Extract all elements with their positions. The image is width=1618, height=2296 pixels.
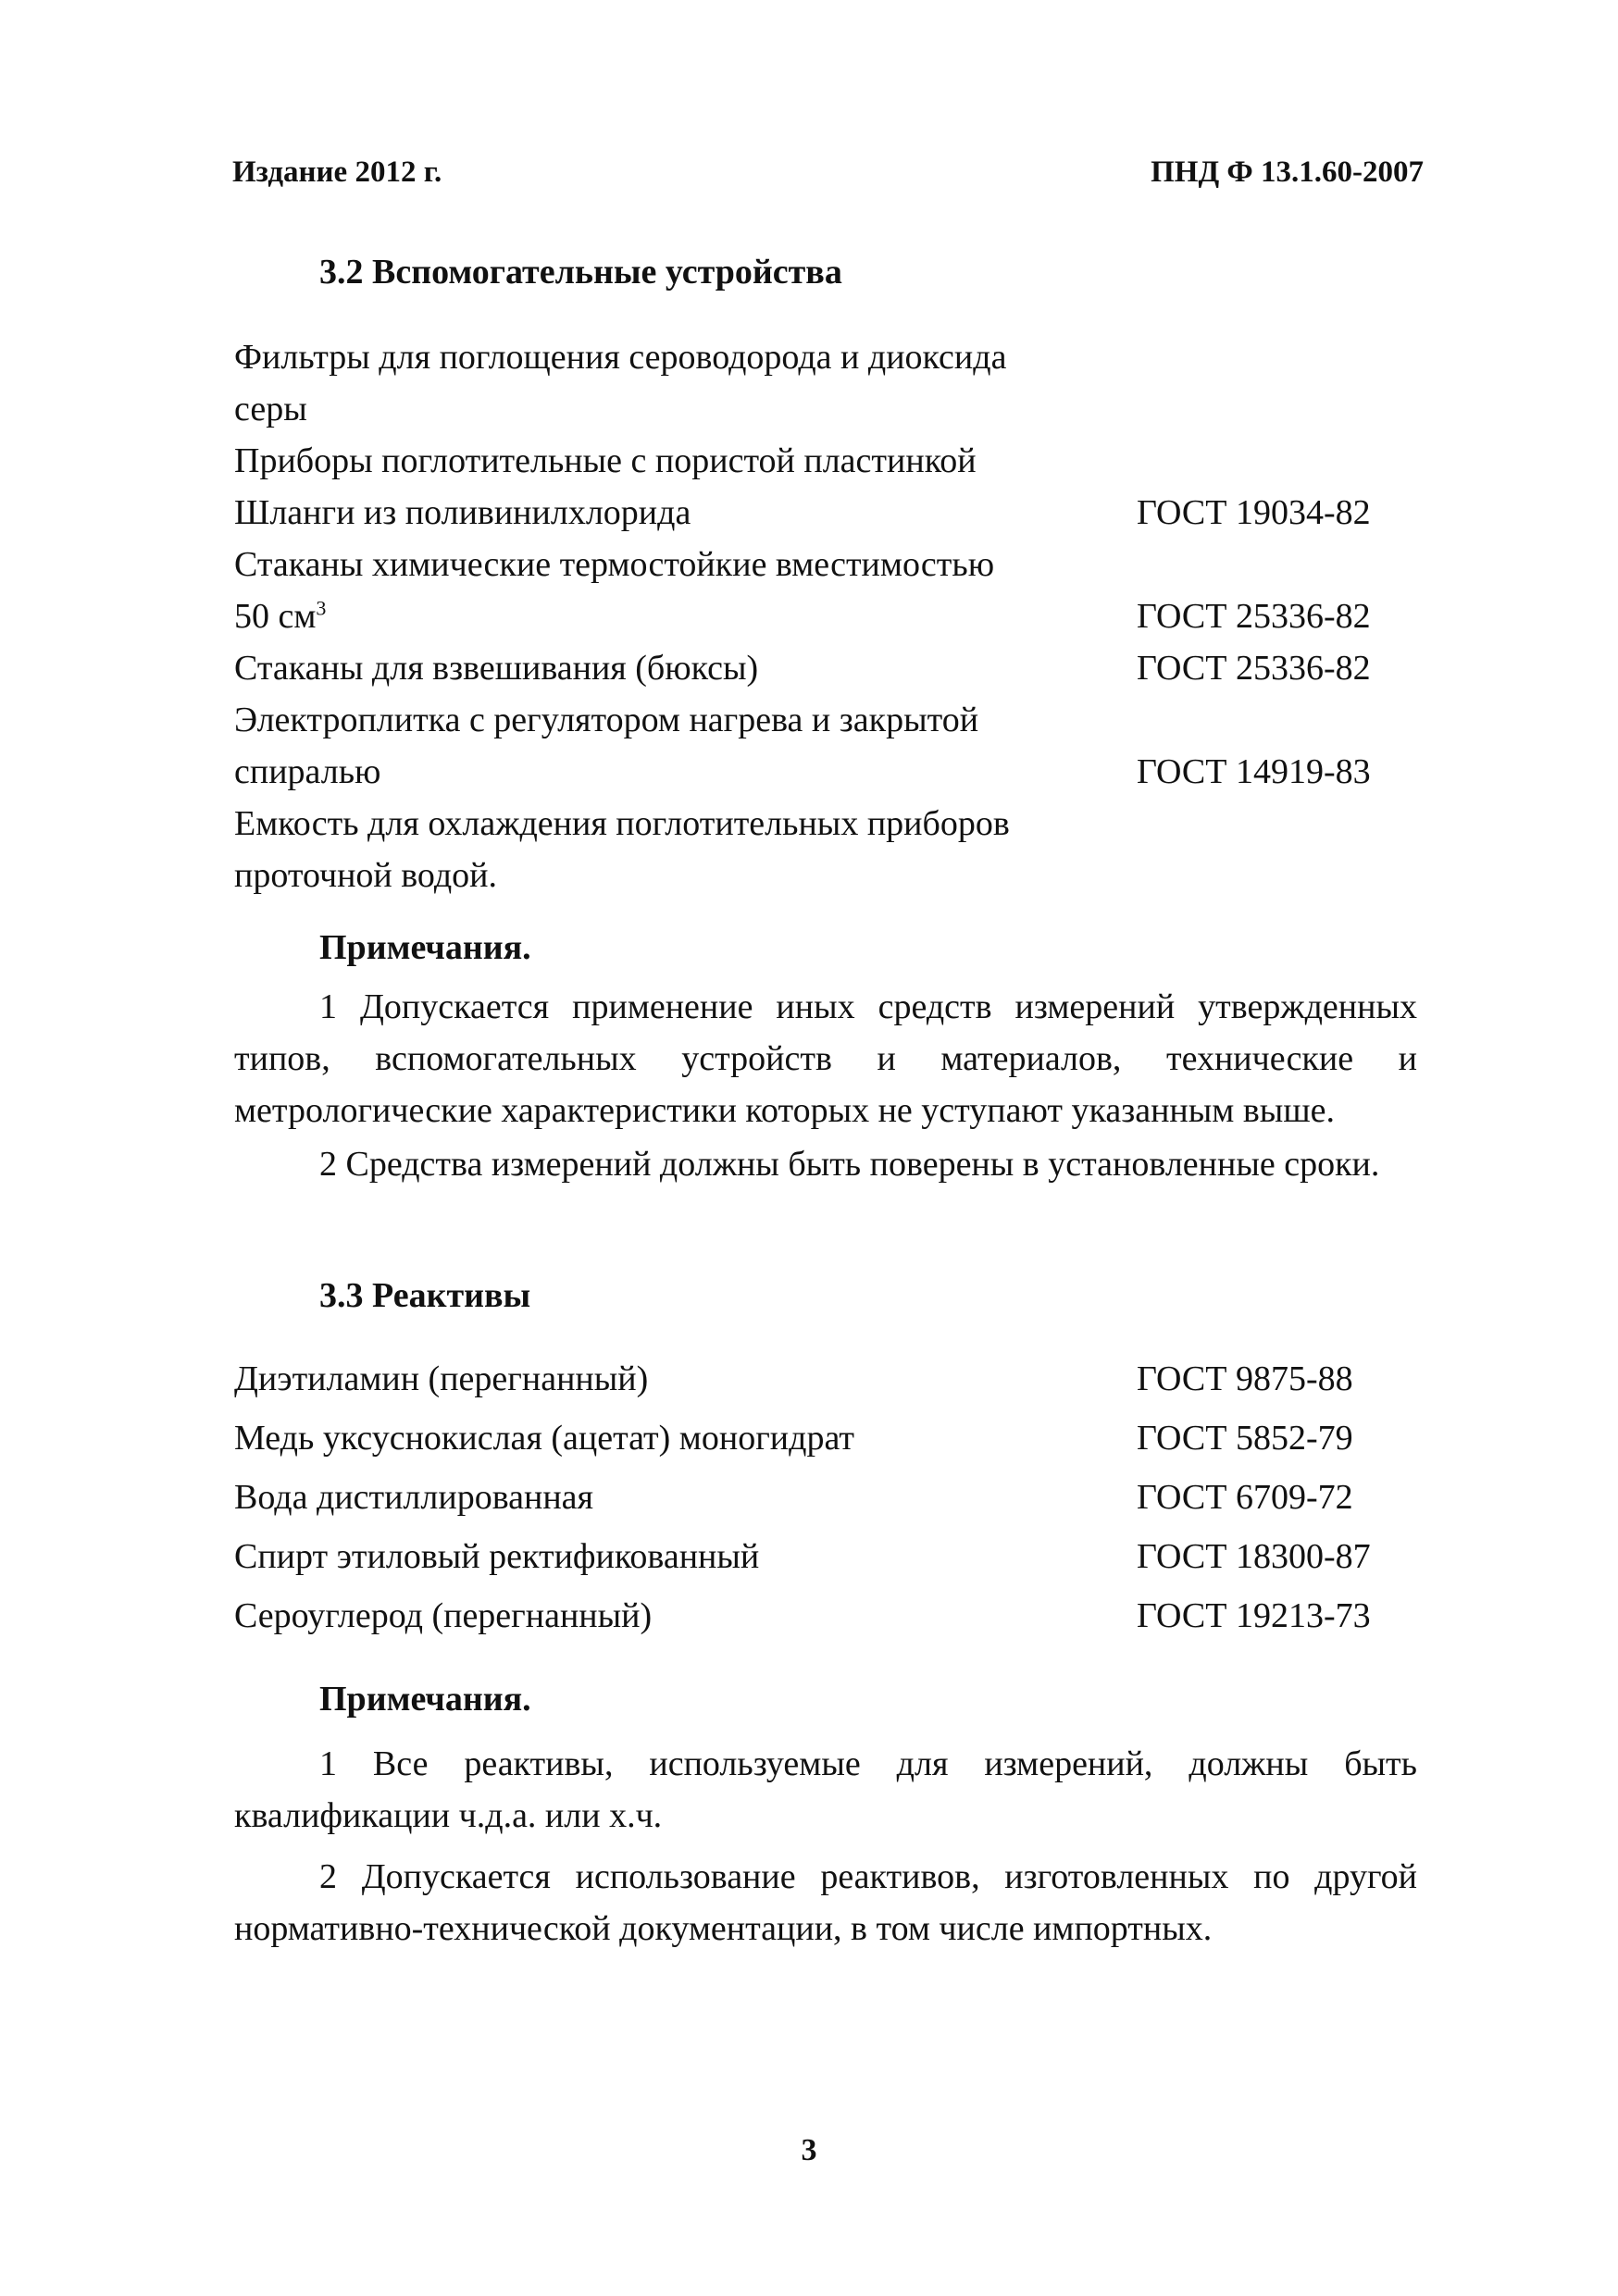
reagent-standard: ГОСТ 9875-88	[1137, 1359, 1353, 1398]
reagent-standard: ГОСТ 5852-79	[1137, 1419, 1353, 1458]
notes-title: Примечания.	[319, 1680, 531, 1719]
document-code: ПНД Ф 13.1.60-2007	[1151, 155, 1424, 189]
device-item-line: Фильтры для поглощения сероводорода и диоксида	[234, 338, 1007, 377]
note-paragraph: 2 Допускается использование реактивов, изготовленных по другой нормативно-технической документации, в том числе импортных.	[234, 1857, 1417, 1948]
reagent-name: Медь уксуснокислая (ацетат) моногидрат	[234, 1419, 854, 1458]
device-item-line: Стаканы химические термостойкие вместимостью	[234, 545, 995, 584]
reagent-standard: ГОСТ 19213-73	[1137, 1596, 1371, 1635]
device-item-line: Электроплитка с регулятором нагрева и закрытой	[234, 701, 979, 739]
reagent-name: Диэтиламин (перегнанный)	[234, 1359, 649, 1398]
device-item-line: Емкость для охлаждения поглотительных приборов	[234, 804, 1010, 843]
notes-title: Примечания.	[319, 928, 531, 967]
device-item-line: спиралью	[234, 752, 381, 791]
reagent-name: Сероуглерод (перегнанный)	[234, 1596, 653, 1635]
superscript-exponent: 3	[316, 596, 327, 620]
section-title-auxiliary-devices: 3.2 Вспомогательные устройства	[319, 253, 842, 292]
device-item-standard: ГОСТ 14919-83	[1137, 752, 1371, 791]
section-title-reagents: 3.3 Реактивы	[319, 1276, 531, 1315]
page-number: 3	[801, 2133, 817, 2167]
device-item-line: Шланги из поливинилхлорида	[234, 493, 691, 532]
device-item-standard: ГОСТ 25336-82	[1137, 649, 1371, 688]
note-paragraph: 1 Все реактивы, используемые для измерений, должны быть квалификации ч.д.а. или х.ч.	[234, 1744, 1417, 1835]
device-item-line: проточной водой.	[234, 856, 497, 895]
reagent-name: Вода дистиллированная	[234, 1478, 594, 1517]
reagent-name: Спирт этиловый ректификованный	[234, 1537, 760, 1576]
device-item-line: Стаканы для взвешивания (бюксы)	[234, 649, 759, 688]
device-item-line: Приборы поглотительные с пористой пластинкой	[234, 441, 977, 480]
note-paragraph: 2 Средства измерений должны быть поверены в установленные сроки.	[319, 1145, 1380, 1184]
device-item-line	[234, 596, 326, 637]
reagent-standard: ГОСТ 6709-72	[1137, 1478, 1353, 1517]
reagent-standard: ГОСТ 18300-87	[1137, 1537, 1371, 1576]
edition-label: Издание 2012 г.	[232, 155, 442, 189]
note-paragraph: 1 Допускается применение иных средств измерений утвержденных типов, вспомогательных устройств и материалов, технические и метрологические характеристики которых не уступают указанным выше.	[234, 987, 1417, 1130]
device-item-line: серы	[234, 390, 307, 428]
volume-value: 50 см	[234, 597, 317, 636]
device-item-standard: ГОСТ 25336-82	[1137, 597, 1371, 636]
device-item-standard: ГОСТ 19034-82	[1137, 493, 1371, 532]
